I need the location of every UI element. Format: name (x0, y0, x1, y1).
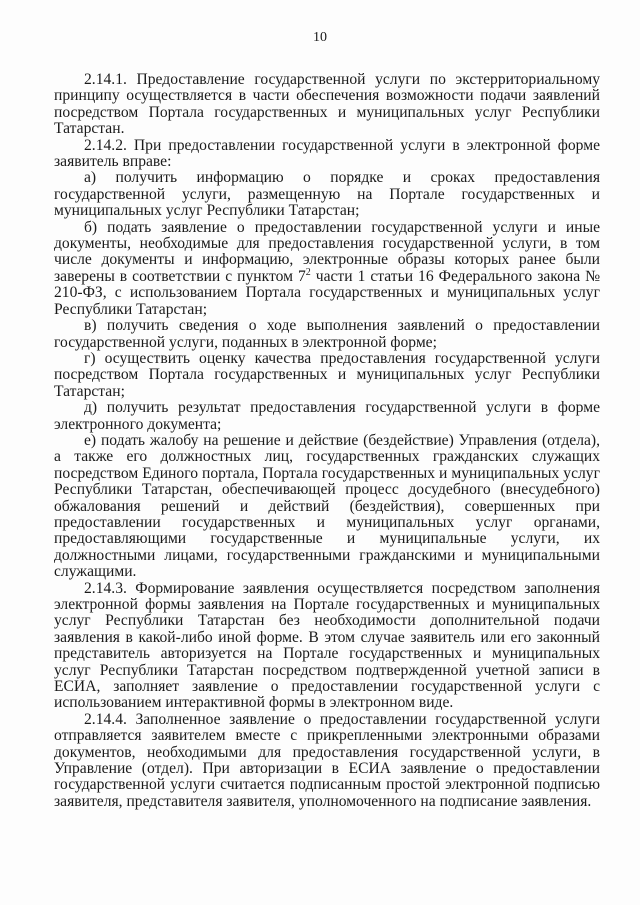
document-body (54, 72, 600, 810)
list-item-v: в) получить сведения о ходе выполнения заявлений о предоставлении государственной услуги, поданных в электронной форме; (54, 317, 600, 351)
list-item-g: г) осуществить оценку качества предоставления государственной услуги посредством Портала государственных и муниципальных услуг Республики Татарстан; (54, 349, 600, 400)
page-number: 10 (313, 30, 327, 45)
list-item-d: д) получить результат предоставления государственной услуги в форме электронного документа; (54, 399, 600, 433)
paragraph-2-14-3: 2.14.3. Формирование заявления осуществляется посредством заполнения электронной формы заявления на Портале государственных и муниципальных услуг Республики Татарстан без необходимости дополнительной подачи заявления в какой-либо иной форме. В этом случае заявитель или его законный представитель авторизуется на Портале государственных и муниципальных услуг Республики Татарстан посредством подтвержденной учетной записи в ЕСИА, заполняет заявление о предоставлении государственной услуги с использованием интерактивной формы в электронном виде. (54, 579, 600, 712)
list-item-b-text-start: б) подать заявление о предоставлении государственной услуги и иные документы, необходимые для предоставления государственной услуги, в том числе документы и информацию, электронные образы которых ранее были заверены в соответствии с пунктом 7 (54, 218, 600, 285)
footnote-superscript: 2 (305, 266, 311, 278)
list-item-b-text-end: части 1 статьи 16 Федерального закона № 210-ФЗ, с использованием Портала государственных и муниципальных услуг Республики Татарстан; (54, 267, 600, 318)
list-item-a: а) получить информацию о порядке и сроках предоставления государственной услуги, размещенную на Портале государственных и муниципальных услуг Республики Татарстан; (54, 169, 600, 220)
paragraph-2-14-1: 2.14.1. Предоставление государственной услуги по экстерриториальному принципу осуществляется в части обеспечения возможности подачи заявлений посредством Портала государственных и муниципальных услуг Республики Татарстан. (54, 71, 600, 138)
list-item-e: е) подать жалобу на решение и действие (бездействие) Управления (отдела), а также его должностных лиц, государственных гражданских служащих посредством Единого портала, Портала государственных и муниципальных услуг Республики Татарстан, обеспечивающей процесс досудебного (внесудебного) обжалования решений и действий (бездействия), совершенных при предоставлении государственных и муниципальных услуг органами, предоставляющими государственные и муниципальные услуги, их должностными лицами, государственными гражданскими и муниципальными служащими. (54, 431, 600, 581)
list-item-b (54, 220, 600, 318)
paragraph-2-14-2: 2.14.2. При предоставлении государственной услуги в электронной форме заявитель вправе: (54, 136, 600, 171)
paragraph-2-14-4: 2.14.4. Заполненное заявление о предоставлении государственной услуги отправляется заявителем вместе с прикрепленными электронными образами документов, необходимыми для предоставления государственной услуги, в Управление (отдел). При авторизации в ЕСИА заявление о предоставлении государственной услуги считается подписанным простой электронной подписью заявителя, представителя заявителя, уполномоченного на подписание заявления. (54, 710, 600, 810)
